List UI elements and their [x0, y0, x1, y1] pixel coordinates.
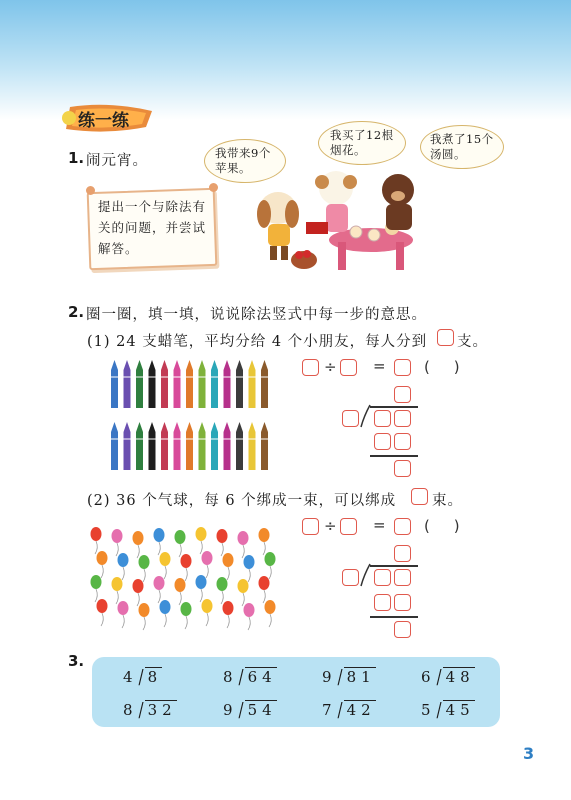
divisor: 8: [223, 668, 238, 686]
note-text: 提出一个与除法有关的问题，并尝试解答。: [98, 199, 207, 256]
crayon-icon: [186, 360, 193, 408]
division-bracket: [360, 404, 372, 428]
crayon-icon: [136, 422, 143, 470]
pin-icon: [209, 183, 218, 192]
crayon-icon: [249, 422, 256, 470]
balloon-icon: [238, 579, 249, 606]
balloon-icon: [259, 528, 270, 555]
crayon-icon: [249, 360, 256, 408]
balloon-icon: [217, 529, 228, 556]
balloon-icon: [202, 551, 213, 578]
divisor: 5: [421, 701, 436, 719]
answer-box[interactable]: [340, 518, 357, 535]
balloon-icon: [139, 603, 150, 630]
balloon-icon: [244, 555, 255, 582]
crayon-icon: [149, 422, 156, 470]
q1-title: 闹元宵。: [86, 153, 148, 169]
divisor: 4: [123, 668, 138, 686]
division-bar: [370, 565, 418, 567]
division-problem: [223, 665, 277, 689]
divisor: 8: [123, 701, 138, 719]
crayon-icon: [111, 360, 118, 408]
page-header-band: [0, 0, 571, 120]
divisor-box[interactable]: [342, 569, 359, 586]
crayon-icon: [136, 360, 143, 408]
balloon-icon: [91, 575, 102, 602]
q2-part1-unit: 支。: [457, 334, 488, 350]
q1-number: 1.: [68, 149, 85, 167]
balloon-icon: [97, 551, 108, 578]
dividend-box[interactable]: [394, 569, 411, 586]
crayon-icon: [224, 360, 231, 408]
division-problem: [421, 698, 475, 722]
quotient-box[interactable]: [394, 386, 411, 403]
balloon-icon: [133, 579, 144, 606]
dividend: 45: [443, 700, 475, 719]
balloon-icon: [118, 601, 129, 628]
equals-sign: =: [373, 357, 386, 375]
division-bracket: /: [238, 698, 244, 722]
crayon-icon: [174, 360, 181, 408]
product-box[interactable]: [374, 433, 391, 450]
balloon-icon: [112, 577, 123, 604]
crayon-icon: [236, 360, 243, 408]
answer-box[interactable]: [394, 359, 411, 376]
lantern-festival-illustration: [246, 160, 426, 280]
division-problem: [322, 698, 376, 722]
q2-part1-text: (1) 24 支蜡笔，平均分给 4 个小朋友，每人分到: [87, 334, 428, 350]
dividend: 8: [145, 667, 163, 686]
balloon-icon: [223, 553, 234, 580]
dividend-box[interactable]: [394, 410, 411, 427]
dividend: 54: [245, 700, 277, 719]
balloons-illustration: [86, 520, 286, 632]
divide-sign: ÷: [324, 358, 337, 376]
crayon-icon: [211, 422, 218, 470]
divisor: 6: [421, 668, 436, 686]
balloon-icon: [265, 552, 276, 579]
dividend: 48: [443, 667, 475, 686]
division-bracket: /: [138, 665, 144, 689]
division-bracket: [360, 563, 372, 587]
bubble-sheep-text: 我买了12根烟花。: [330, 128, 394, 157]
balloon-icon: [118, 553, 129, 580]
pin-icon: [86, 186, 95, 195]
bubble-bear-text: 我煮了15个汤圆。: [430, 132, 494, 161]
q2-number: 2.: [68, 303, 85, 321]
crayon-icon: [224, 422, 231, 470]
subtraction-bar: [370, 616, 418, 618]
balloon-icon: [181, 554, 192, 581]
crayon-icon: [124, 360, 131, 408]
balloon-icon: [160, 552, 171, 579]
balloon-icon: [181, 602, 192, 629]
crayon-icon: [261, 360, 268, 408]
answer-box[interactable]: [411, 488, 428, 505]
product-box[interactable]: [374, 594, 391, 611]
crayon-icon: [261, 422, 268, 470]
divide-sign: ÷: [324, 517, 337, 535]
balloon-icon: [91, 527, 102, 554]
balloon-icon: [97, 599, 108, 626]
divisor: 9: [223, 701, 238, 719]
division-problem: [322, 665, 376, 689]
balloon-icon: [175, 530, 186, 557]
crayon-icon: [161, 360, 168, 408]
balloon-icon: [133, 531, 144, 558]
product-box[interactable]: [394, 594, 411, 611]
division-problem: [223, 698, 277, 722]
division-problem: [123, 698, 177, 722]
crayon-icon: [161, 422, 168, 470]
balloon-icon: [154, 576, 165, 603]
q3-number: 3.: [68, 652, 85, 670]
equals-sign: =: [373, 516, 386, 534]
answer-box[interactable]: [302, 518, 319, 535]
division-bracket: /: [337, 665, 343, 689]
balloon-icon: [244, 603, 255, 630]
division-bracket: /: [436, 665, 442, 689]
balloon-icon: [265, 600, 276, 627]
crayon-icon: [124, 422, 131, 470]
answer-box[interactable]: [394, 518, 411, 535]
quotient-box[interactable]: [394, 545, 411, 562]
divisor-box[interactable]: [342, 410, 359, 427]
crayon-icon: [186, 422, 193, 470]
division-bracket: /: [238, 665, 244, 689]
section-title: 练一练: [78, 111, 129, 131]
crayon-icon: [149, 360, 156, 408]
dividend: 64: [245, 667, 277, 686]
dividend: 32: [145, 700, 177, 719]
division-bracket: /: [337, 698, 343, 722]
division-bracket: /: [436, 698, 442, 722]
dividend-box[interactable]: [374, 569, 391, 586]
subtraction-bar: [370, 455, 418, 457]
balloon-icon: [238, 531, 249, 558]
balloon-icon: [196, 527, 207, 554]
crayon-icon: [199, 360, 206, 408]
answer-box[interactable]: [340, 359, 357, 376]
remainder-box[interactable]: [394, 460, 411, 477]
division-bar: [370, 406, 418, 408]
crayons-illustration: [110, 360, 275, 472]
balloon-icon: [223, 601, 234, 628]
remainder-box[interactable]: [394, 621, 411, 638]
answer-box[interactable]: [437, 329, 454, 346]
divisor: 9: [322, 668, 337, 686]
unit-paren: ( ): [424, 358, 460, 376]
page-number: 3: [523, 744, 535, 763]
q2-title: 圈一圈，填一填，说说除法竖式中每一步的意思。: [86, 307, 427, 323]
balloon-icon: [112, 529, 123, 556]
unit-paren: ( ): [424, 517, 460, 535]
balloon-icon: [259, 576, 270, 603]
q2-part2-unit: 束。: [432, 493, 463, 509]
balloon-icon: [202, 599, 213, 626]
answer-box[interactable]: [302, 359, 319, 376]
crayon-icon: [211, 360, 218, 408]
balloon-icon: [196, 575, 207, 602]
bubble-dog-text: 我带来9个苹果。: [215, 146, 271, 175]
balloon-icon: [139, 555, 150, 582]
balloon-icon: [160, 600, 171, 627]
division-problem: [123, 665, 163, 689]
crayon-icon: [199, 422, 206, 470]
crayon-icon: [111, 422, 118, 470]
balloon-icon: [217, 577, 228, 604]
product-box[interactable]: [394, 433, 411, 450]
dividend: 42: [344, 700, 376, 719]
crayon-icon: [174, 422, 181, 470]
dividend-box[interactable]: [374, 410, 391, 427]
division-problem: [421, 665, 475, 689]
division-bracket: /: [138, 698, 144, 722]
balloon-icon: [175, 578, 186, 605]
dividend: 81: [344, 667, 376, 686]
q2-part2-text: (2) 36 个气球，每 6 个绑成一束，可以绑成: [87, 493, 397, 509]
crayon-icon: [236, 422, 243, 470]
divisor: 7: [322, 701, 337, 719]
balloon-icon: [154, 528, 165, 555]
